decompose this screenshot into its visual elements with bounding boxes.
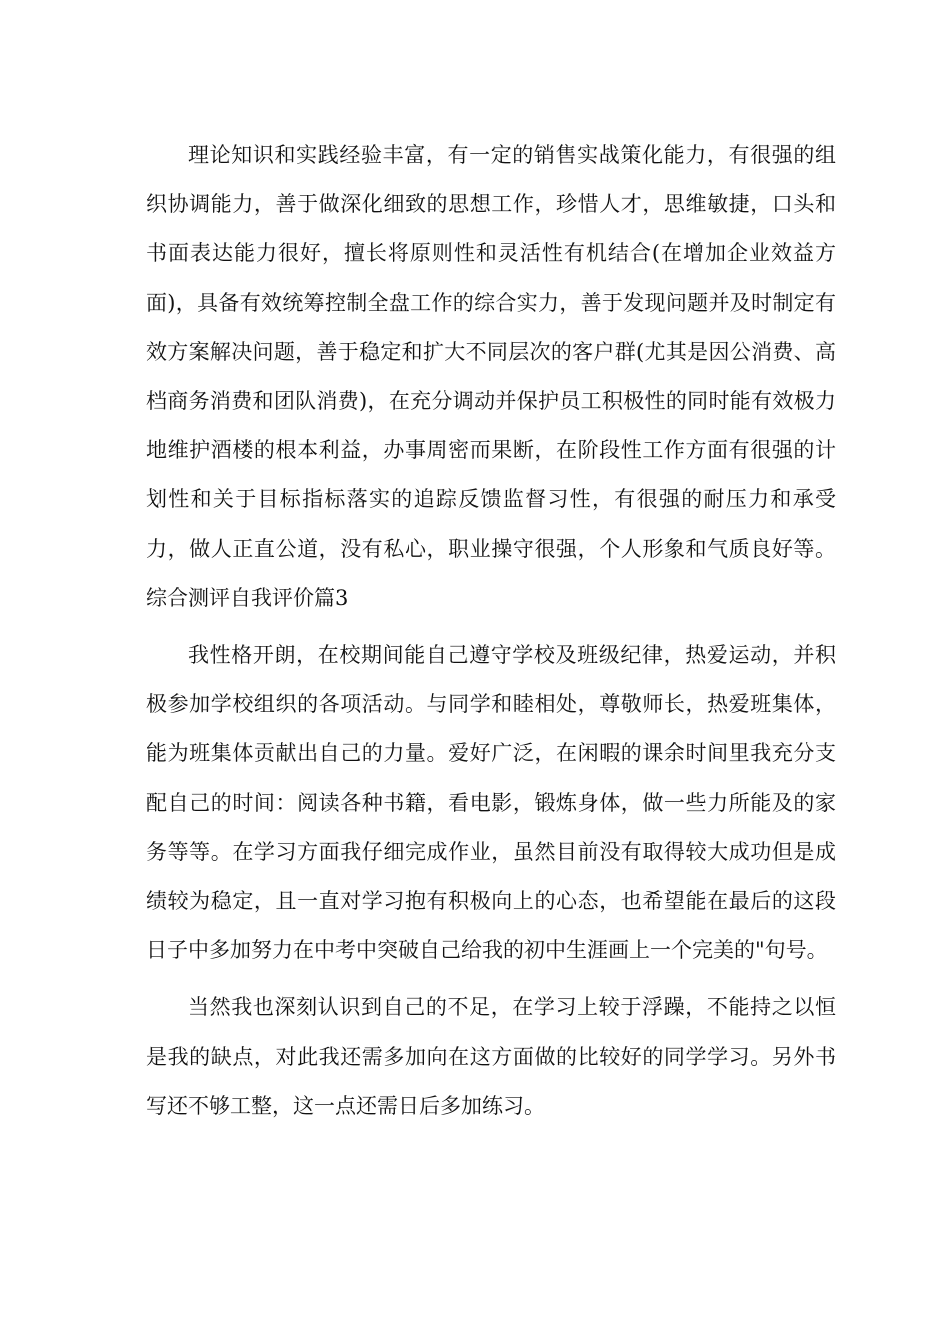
- paragraph-3: 当然我也深刻认识到自己的不足，在学习上较于浮躁，不能持之以恒是我的缺点，对此我还需多加向在这方面做的比较好的同学学习。另外书写还不够工整，这一点还需日后多加练习。: [146, 995, 836, 1118]
- paragraph-1: 理论知识和实践经验丰富，有一定的销售实战策化能力，有很强的组织协调能力，善于做深化细致的思想工作，珍惜人才，思维敏捷，口头和书面表达能力很好，擅长将原则性和灵活性有机结合(在增加企业效益方面)，具备有效统筹控制全盘工作的综合实力，善于发现问题并及时制定有效方案解决问题，善于稳定和扩大不同层次的客户群(尤其是因公消费、高档商务消费和团队消费)，在充分调动并保护员工积极性的同时能有效极力地维护酒楼的根本利益，办事周密而果断，在阶段性工作方面有很强的计划性和关于目标指标落实的追踪反馈监督习性，有很强的耐压力和承受力，做人正直公道，没有私心，职业操守很强，个人形象和气质良好等。综合测评自我评价篇3: [146, 143, 836, 610]
- document-page: [146, 131, 836, 1131]
- paragraph-2: 我性格开朗，在校期间能自己遵守学校及班级纪律，热爱运动，并积极参加学校组织的各项活动。与同学和睦相处，尊敬师长，热爱班集体，能为班集体贡献出自己的力量。爱好广泛，在闲暇的课余时间里我充分支配自己的时间：阅读各种书籍，看电影，锻炼身体，做一些力所能及的家务等等。在学习方面我仔细完成作业，虽然目前没有取得较大成功但是成绩较为稳定，且一直对学习抱有积极向上的心态，也希望能在最后的这段日子中多加努力在中考中突破自己给我的初中生涯画上一个完美的"句号。: [146, 643, 836, 963]
